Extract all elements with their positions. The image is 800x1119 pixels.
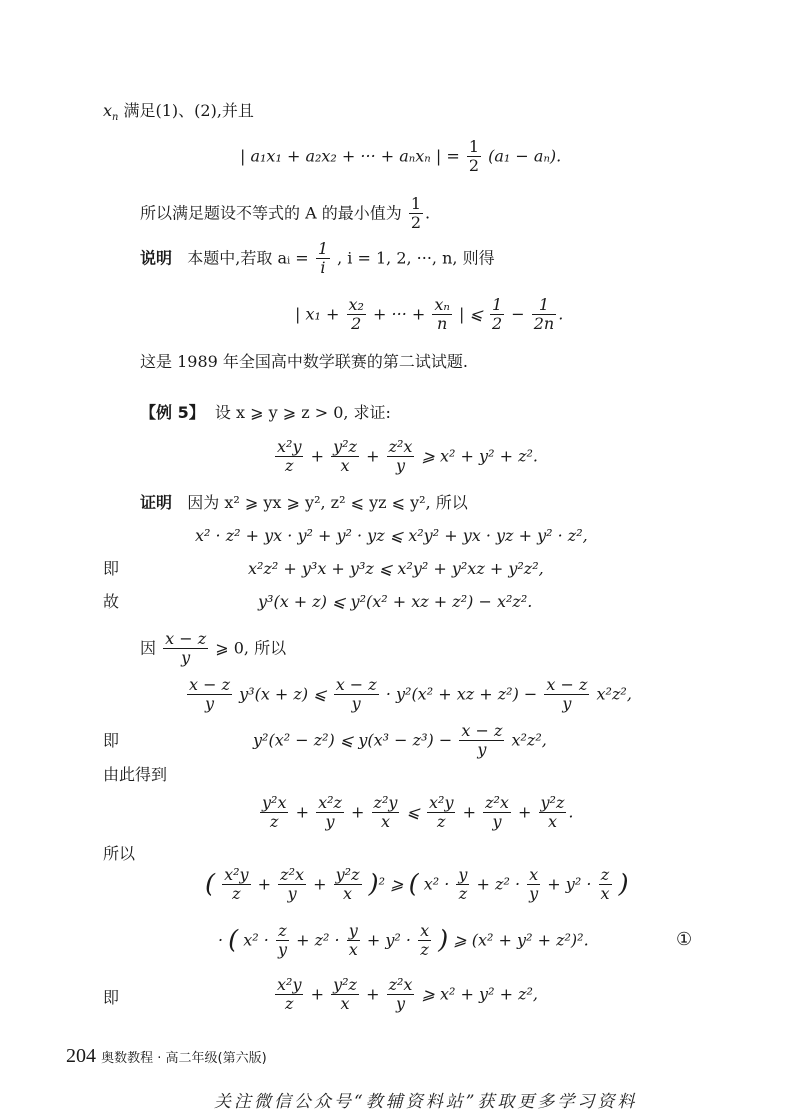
proof-eq-8: · ( x² · $\frac{z}{y}$ + z² · $\frac{y}{x}$ + y² · $\frac{x}{z}$ ) ⩾ (x² + y² + z²)². bbox=[218, 921, 589, 960]
proof-label: 证明 bbox=[140, 493, 173, 512]
example-equation: $\frac{\text{x²y}}{z}$ + $\frac{\text{y²z}}{x}$ + $\frac{\text{z²x}}{y}$ ⩾ x² + y² + z². bbox=[277, 437, 538, 476]
text-line-3: 所以满足题设不等式的 A 的最小值为 $\frac{1}{2}$ . bbox=[140, 194, 431, 233]
proof-eq-3: y³(x + z) ⩽ y²(x² + xz + z²) − x²z². bbox=[258, 592, 533, 611]
youci-label: 由此得到 bbox=[103, 765, 168, 784]
proof-eq-7: ( $\frac{\text{x²y}}{z}$ + $\frac{\text{z²x}}{y}$ + $\frac{\text{y²z}}{x}$ )² ⩾ ( x² · $\frac{y}{z}$ + z² · $\frac{x}{y}$ + y² · $\frac{z}{x}$ ) bbox=[205, 865, 629, 904]
watermark: 关注微信公众号“教辅资料站”获取更多学习资料 bbox=[214, 1092, 638, 1112]
var-x: x bbox=[103, 101, 113, 120]
note-line: 说明 本题中,若取 aᵢ = $\frac{1}{i}$ , i = 1, 2, ···, n, 则得 bbox=[140, 239, 495, 278]
proof-eq-9: $\frac{\text{x²y}}{z}$ + $\frac{\text{y²z}}{x}$ + $\frac{\text{z²x}}{y}$ ⩾ x² + y² + z², bbox=[277, 975, 538, 1014]
proof-eq-4: $\frac{x - z}{y}$ y³(x + z) ⩽ $\frac{x - z}{y}$ · y²(x² + xz + z²) − $\frac{x - z}{y}$ x²z², bbox=[189, 675, 632, 714]
equation-marker: ① bbox=[676, 929, 693, 950]
page-footer bbox=[66, 1046, 267, 1066]
note-label: 说明 bbox=[140, 248, 173, 268]
equation-1: | a₁x₁ + a₂x₂ + ··· + aₙxₙ | = $\frac{1}{2}$ (a₁ − aₙ). bbox=[240, 137, 562, 176]
proof-eq-6: $\frac{\text{y²x}}{z}$ + $\frac{\text{x²z}}{y}$ + $\frac{\text{z²y}}{x}$ ⩽ $\frac{\text{x²y}}{z}$ + $\frac{\text{z²x}}{y}$ + $\frac{\text{y²z}}{x}$ . bbox=[262, 793, 574, 832]
book-title: 奥数教程 · 高二年级(第六版) bbox=[101, 1051, 267, 1066]
yin-line: 因 $\frac{x - z}{y}$ ⩾ 0, 所以 bbox=[140, 629, 287, 668]
ji-label-2: 即 bbox=[103, 731, 120, 750]
example-header: 【例 5】 设 x ⩾ y ⩾ z > 0, 求证: bbox=[140, 403, 391, 422]
page-number: 204 bbox=[66, 1045, 96, 1067]
proof-eq-1: x² · z² + yx · y² + y² · yz ⩽ x²y² + yx · yz + y² · z², bbox=[195, 526, 588, 545]
proof-eq-5: y²(x² − z²) ⩽ y(x³ − z³) − $\frac{x - z}{y}$ x²z², bbox=[253, 721, 547, 760]
ji-label-3: 即 bbox=[103, 988, 120, 1007]
gu-label: 故 bbox=[103, 592, 120, 611]
text-line-1: $x_n$ 满足(1)、(2),并且 bbox=[103, 101, 254, 124]
suoyi-label: 所以 bbox=[103, 844, 136, 863]
text-line-6: 这是 1989 年全国高中数学联赛的第二试试题. bbox=[140, 352, 468, 371]
proof-eq-2: x²z² + y³x + y³z ⩽ x²y² + y²xz + y²z², bbox=[248, 559, 544, 578]
ji-label-1: 即 bbox=[103, 559, 120, 578]
equation-2: | x₁ + $\frac{\text{x₂}}{2}$ + ··· + $\frac{\text{xₙ}}{n}$ | ⩽ $\frac{1}{2}$ − $\frac{1}{2n}$ . bbox=[295, 295, 564, 334]
proof-line: 证明 因为 x² ⩾ yx ⩾ y², z² ⩽ yz ⩽ y², 所以 bbox=[140, 493, 468, 512]
example-label: 【例 5】 bbox=[140, 403, 205, 422]
